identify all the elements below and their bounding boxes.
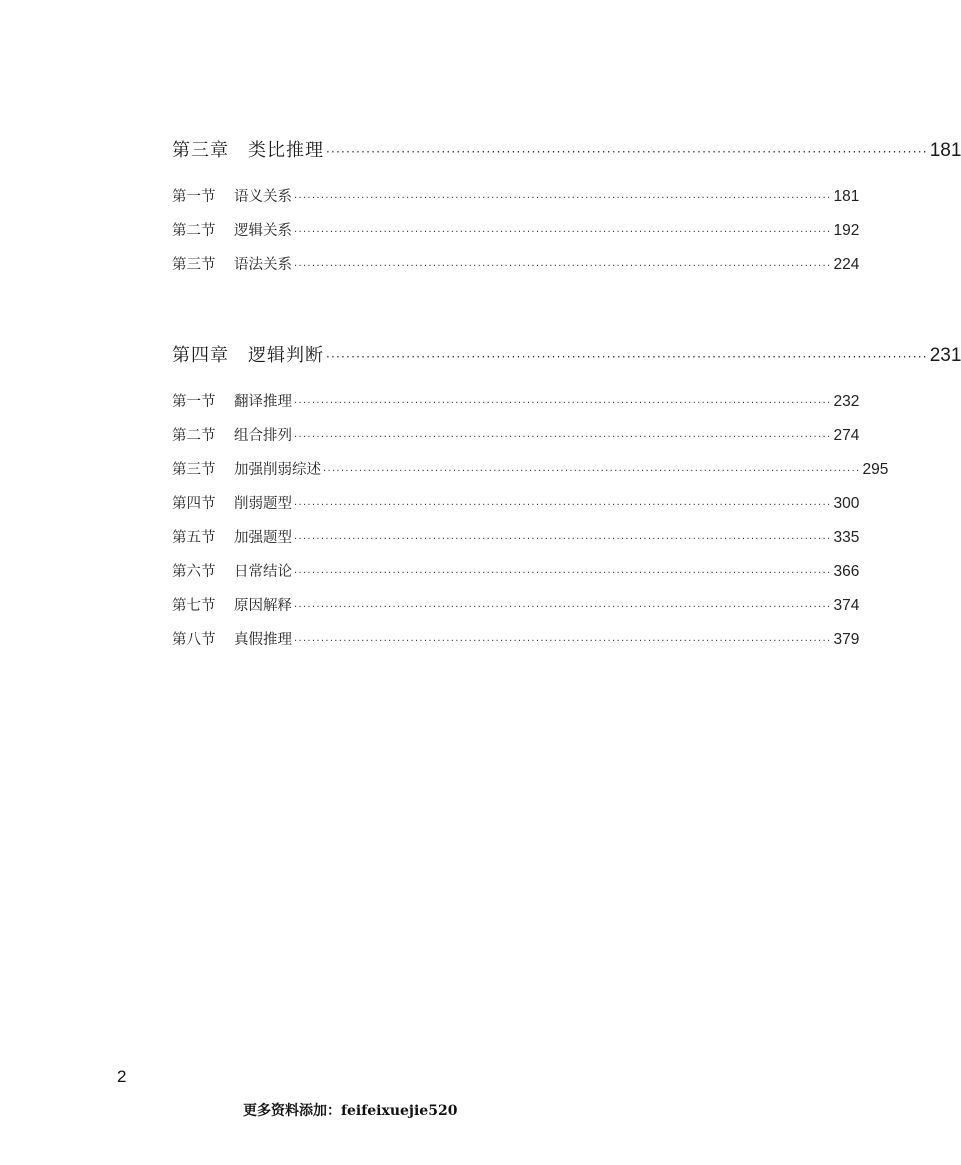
dot-leader: ························································································································ — [326, 350, 928, 364]
section-page: 335 — [833, 529, 860, 546]
section-page: 232 — [833, 393, 860, 410]
toc-entry[interactable] — [172, 459, 889, 481]
section-title: 加强题型 — [234, 530, 292, 546]
section-page: 300 — [833, 495, 860, 512]
section-page: 192 — [833, 222, 860, 239]
section-page: 379 — [833, 631, 860, 648]
section-page: 224 — [833, 256, 860, 273]
chapter-page: 231 — [929, 345, 961, 366]
section-number: 第四节 — [172, 496, 216, 512]
section-page: 274 — [833, 427, 860, 444]
section-list — [172, 391, 889, 651]
dot-leader: ························································································································ — [294, 398, 832, 409]
toc-entry[interactable] — [172, 220, 860, 242]
section-number: 第六节 — [172, 564, 216, 580]
section-number: 第三节 — [172, 462, 216, 478]
dot-leader: ························································································································ — [294, 568, 832, 579]
toc-entry[interactable] — [172, 391, 860, 413]
chapter-number: 第四章 — [172, 345, 229, 366]
section-title: 真假推理 — [234, 632, 292, 648]
dot-leader: ························································································································ — [323, 466, 861, 477]
toc-entry[interactable] — [172, 595, 860, 617]
chapter-4 — [172, 343, 961, 663]
dot-leader: ························································································································ — [294, 261, 832, 272]
dot-leader: ························································································································ — [294, 500, 832, 511]
section-title: 语义关系 — [234, 189, 292, 205]
section-title: 原因解释 — [234, 598, 292, 614]
chapter-number: 第三章 — [172, 140, 229, 161]
dot-leader: ························································································································ — [294, 602, 832, 613]
toc-entry[interactable] — [172, 186, 860, 208]
section-title: 日常结论 — [234, 564, 292, 580]
dot-leader: ························································································································ — [294, 636, 832, 647]
toc-entry[interactable] — [172, 561, 860, 583]
section-number: 第一节 — [172, 394, 216, 410]
section-number: 第八节 — [172, 632, 216, 648]
dot-leader: ························································································································ — [294, 193, 832, 204]
dot-leader: ························································································································ — [294, 227, 832, 238]
section-number: 第三节 — [172, 257, 216, 273]
chapter-heading[interactable] — [172, 138, 961, 164]
section-page: 366 — [833, 563, 860, 580]
toc-entry[interactable] — [172, 493, 860, 515]
section-number: 第五节 — [172, 530, 216, 546]
chapter-page: 181 — [929, 140, 961, 161]
section-title: 加强削弱综述 — [234, 462, 321, 478]
section-title: 语法关系 — [234, 257, 292, 273]
toc-entry[interactable] — [172, 527, 860, 549]
section-number: 第七节 — [172, 598, 216, 614]
section-page: 181 — [833, 188, 860, 205]
section-title: 削弱题型 — [234, 496, 292, 512]
dot-leader: ························································································································ — [294, 534, 832, 545]
page-number: 2 — [117, 1067, 127, 1086]
section-number: 第二节 — [172, 428, 216, 444]
toc-entry[interactable] — [172, 254, 860, 276]
section-page: 374 — [833, 597, 860, 614]
footer-note: 更多资料添加：feifeixuejie520 — [243, 1103, 458, 1119]
section-title: 组合排列 — [234, 428, 292, 444]
dot-leader: ························································································································ — [326, 145, 928, 159]
section-list — [172, 186, 860, 276]
section-number: 第二节 — [172, 223, 216, 239]
chapter-title: 类比推理 — [248, 140, 324, 161]
toc-entry[interactable] — [172, 425, 860, 447]
dot-leader: ························································································································ — [294, 432, 832, 443]
chapter-heading[interactable] — [172, 343, 961, 369]
chapter-title: 逻辑判断 — [248, 345, 324, 366]
section-title: 翻译推理 — [234, 394, 292, 410]
chapter-3 — [172, 138, 961, 288]
section-number: 第一节 — [172, 189, 216, 205]
section-title: 逻辑关系 — [234, 223, 292, 239]
toc-entry[interactable] — [172, 629, 860, 651]
section-page: 295 — [862, 461, 889, 478]
